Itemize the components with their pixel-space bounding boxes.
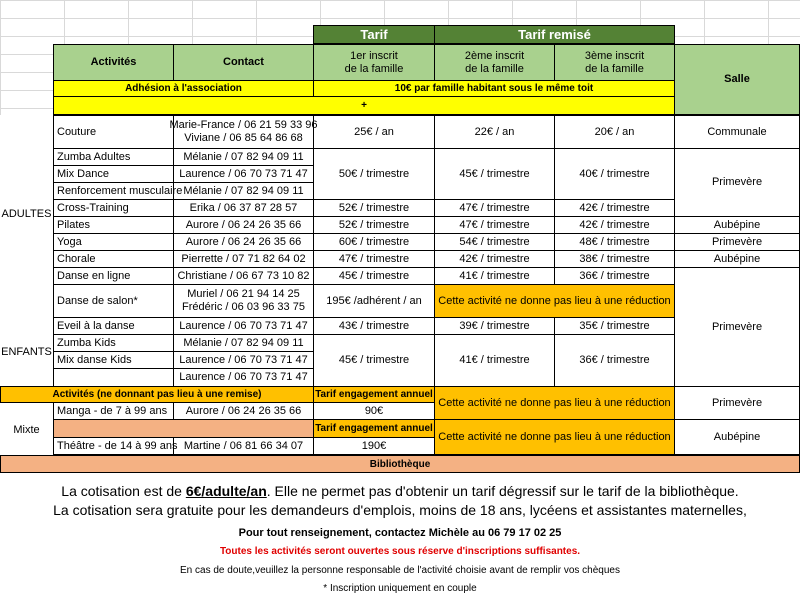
price-yoga-1: 60€ / trimestre [313,233,435,251]
price-groupe-k-3: 36€ / trimestre [554,334,675,387]
header-1er-inscrit [313,44,435,81]
activity-cross-training: Cross-Training [53,199,174,217]
activity-mix-kids: Mix danse Kids [53,351,174,369]
group-adultes: ADULTES [1,207,52,220]
price-danse-ligne-2: 41€ / trimestre [434,267,555,285]
price-groupe-k-1: 45€ / trimestre [313,334,435,387]
salle-chorale: Aubépine [674,250,800,268]
header-1er-line1: 1er inscrit [350,49,398,62]
activity-kids-empty [53,368,174,387]
header-2eme-line2: de la famille [465,62,524,75]
note-danse-salon: Cette activité ne donne pas lieu à une réduction [434,284,675,318]
cotisation-gratuite: La cotisation sera gratuite pour les demandeurs d'emplois, moins de 18 ans, lycéens et assistantes maternelles, [53,502,747,518]
activity-chorale: Chorale [53,250,174,268]
header-tarif-remise: Tarif remisé [434,25,675,44]
contact-danse-salon-1: Muriel / 06 21 94 14 25 [187,288,300,300]
group-mixte: Mixte [13,423,40,436]
adhesion-value: 10€ par famille habitant sous le même toit [313,80,675,97]
price-theatre: 190€ [313,437,435,455]
contact-pilates: Aurore / 06 24 26 35 66 [173,216,314,234]
contact-chorale: Pierrette / 07 71 82 64 02 [173,250,314,268]
header-tarif: Tarif [313,25,435,44]
doute-text: En cas de doute,veuillez la personne responsable de l'activité choisie avant de remplir vos chèques [180,565,620,576]
warning-text: Toutes les activités seront ouvertes sous réserve d'inscriptions suffisantes. [219,546,581,557]
group-enfants: ENFANTS [1,345,52,358]
contact-kids-extra: Laurence / 06 70 73 71 47 [173,368,314,387]
header-1er-line2: de la famille [344,62,404,75]
theatre-spacer [53,419,314,438]
price-yoga-2: 54€ / trimestre [434,233,555,251]
contact-yoga: Aurore / 06 24 26 35 66 [173,233,314,251]
bibliotheque-banner: Bibliothèque [0,455,800,473]
activity-eveil: Eveil à la danse [53,317,174,335]
activity-couture: Couture [53,115,174,149]
cotisation-line [0,483,800,499]
salle-manga: Primevère [674,386,800,420]
contact-cross-training: Erika / 06 37 87 28 57 [173,199,314,217]
price-danse-ligne-3: 36€ / trimestre [554,267,675,285]
activity-danse-salon: Danse de salon* [53,284,174,318]
price-cross-3: 42€ / trimestre [554,199,675,217]
header-2eme-line1: 2ème inscrit [464,49,525,62]
price-manga: 90€ [313,402,435,420]
price-pilates-1: 52€ / trimestre [313,216,435,234]
salle-yoga: Primevère [674,233,800,251]
contact-eveil: Laurence / 06 70 73 71 47 [173,317,314,335]
price-eveil-1: 43€ / trimestre [313,317,435,335]
contact-danse-salon [173,284,314,318]
contact-danse-salon-2: Frédéric / 06 03 96 33 75 [182,301,305,313]
price-chorale-1: 47€ / trimestre [313,250,435,268]
activity-theatre: Théâtre - de 14 à 99 ans [53,437,174,455]
adhesion-plus: + [53,96,675,115]
price-couture-1: 25€ / an [313,115,435,149]
contact-info: Pour tout renseignement, contactez Michèle au 06 79 17 02 25 [238,527,562,539]
price-cross-2: 47€ / trimestre [434,199,555,217]
contact-couture-2: Viviane / 06 85 64 86 68 [184,132,303,144]
salle-pilates: Aubépine [674,216,800,234]
price-chorale-3: 38€ / trimestre [554,250,675,268]
header-3eme-line2: de la famille [585,62,644,75]
header-3eme-line1: 3ème inscrit [584,49,645,62]
adhesion-label: Adhésion à l'association [53,80,314,97]
note-theatre: Cette activité ne donne pas lieu à une réduction [434,419,675,455]
price-chorale-2: 42€ / trimestre [434,250,555,268]
activity-renforcement: Renforcement musculaire [53,182,174,200]
activity-yoga: Yoga [53,233,174,251]
price-danse-salon: 195€ /adhérent / an [313,284,435,318]
contact-mix-dance: Laurence / 06 70 73 71 47 [173,165,314,183]
no-remise-title: Activités (ne donnant pas lieu à une remise) [0,386,314,403]
price-couture-3: 20€ / an [554,115,675,149]
price-eveil-3: 35€ / trimestre [554,317,675,335]
price-cross-1: 52€ / trimestre [313,199,435,217]
cotisation-amount: 6€/adulte/an [185,483,267,499]
price-groupe-a-2: 45€ / trimestre [434,148,555,200]
activity-zumba-kids: Zumba Kids [53,334,174,352]
salle-groupe-a: Primevère [674,148,800,217]
note-manga: Cette activité ne donne pas lieu à une réduction [434,386,675,420]
contact-couture-1: Marie-France / 06 21 59 33 96 [169,119,318,131]
salle-theatre: Aubépine [674,419,800,455]
price-yoga-3: 48€ / trimestre [554,233,675,251]
activity-zumba-adultes: Zumba Adultes [53,148,174,166]
contact-zumba-kids: Mélanie / 07 82 94 09 11 [173,334,314,352]
price-eveil-2: 39€ / trimestre [434,317,555,335]
activity-manga: Manga - de 7 à 99 ans [53,402,174,420]
activity-pilates: Pilates [53,216,174,234]
contact-zumba-adultes: Mélanie / 07 82 94 09 11 [173,148,314,166]
price-groupe-a-3: 40€ / trimestre [554,148,675,200]
cotisation-post: . Elle ne permet pas d'obtenir un tarif dégressif sur le tarif de la bibliothèque. [266,483,739,499]
price-pilates-2: 47€ / trimestre [434,216,555,234]
salle-primevere-bloc: Primevère [674,267,800,387]
cotisation-pre: La cotisation est de [61,483,186,499]
price-couture-2: 22€ / an [434,115,555,149]
price-danse-ligne-1: 45€ / trimestre [313,267,435,285]
price-groupe-a-1: 50€ / trimestre [313,148,435,200]
asterisk-note: * Inscription uniquement en couple [323,583,477,594]
header-activites: Activités [53,44,174,81]
price-pilates-3: 42€ / trimestre [554,216,675,234]
price-groupe-k-2: 41€ / trimestre [434,334,555,387]
tarif-engagement-manga: Tarif engagement annuel [313,386,435,403]
contact-danse-ligne: Christiane / 06 67 73 10 82 [173,267,314,285]
salle-couture: Communale [674,115,800,149]
activity-danse-ligne: Danse en ligne [53,267,174,285]
header-3eme-inscrit [554,44,675,81]
tarif-engagement-theatre: Tarif engagement annuel [313,419,435,438]
header-2eme-inscrit [434,44,555,81]
contact-couture [169,115,318,149]
contact-mix-kids: Laurence / 06 70 73 71 47 [173,351,314,369]
contact-theatre: Martine / 06 81 66 34 07 [173,437,314,455]
header-contact: Contact [173,44,314,81]
header-salle: Salle [674,44,800,115]
activity-mix-dance: Mix Dance [53,165,174,183]
contact-renforcement: Mélanie / 07 82 94 09 11 [173,182,314,200]
contact-manga: Aurore / 06 24 26 35 66 [173,402,314,420]
